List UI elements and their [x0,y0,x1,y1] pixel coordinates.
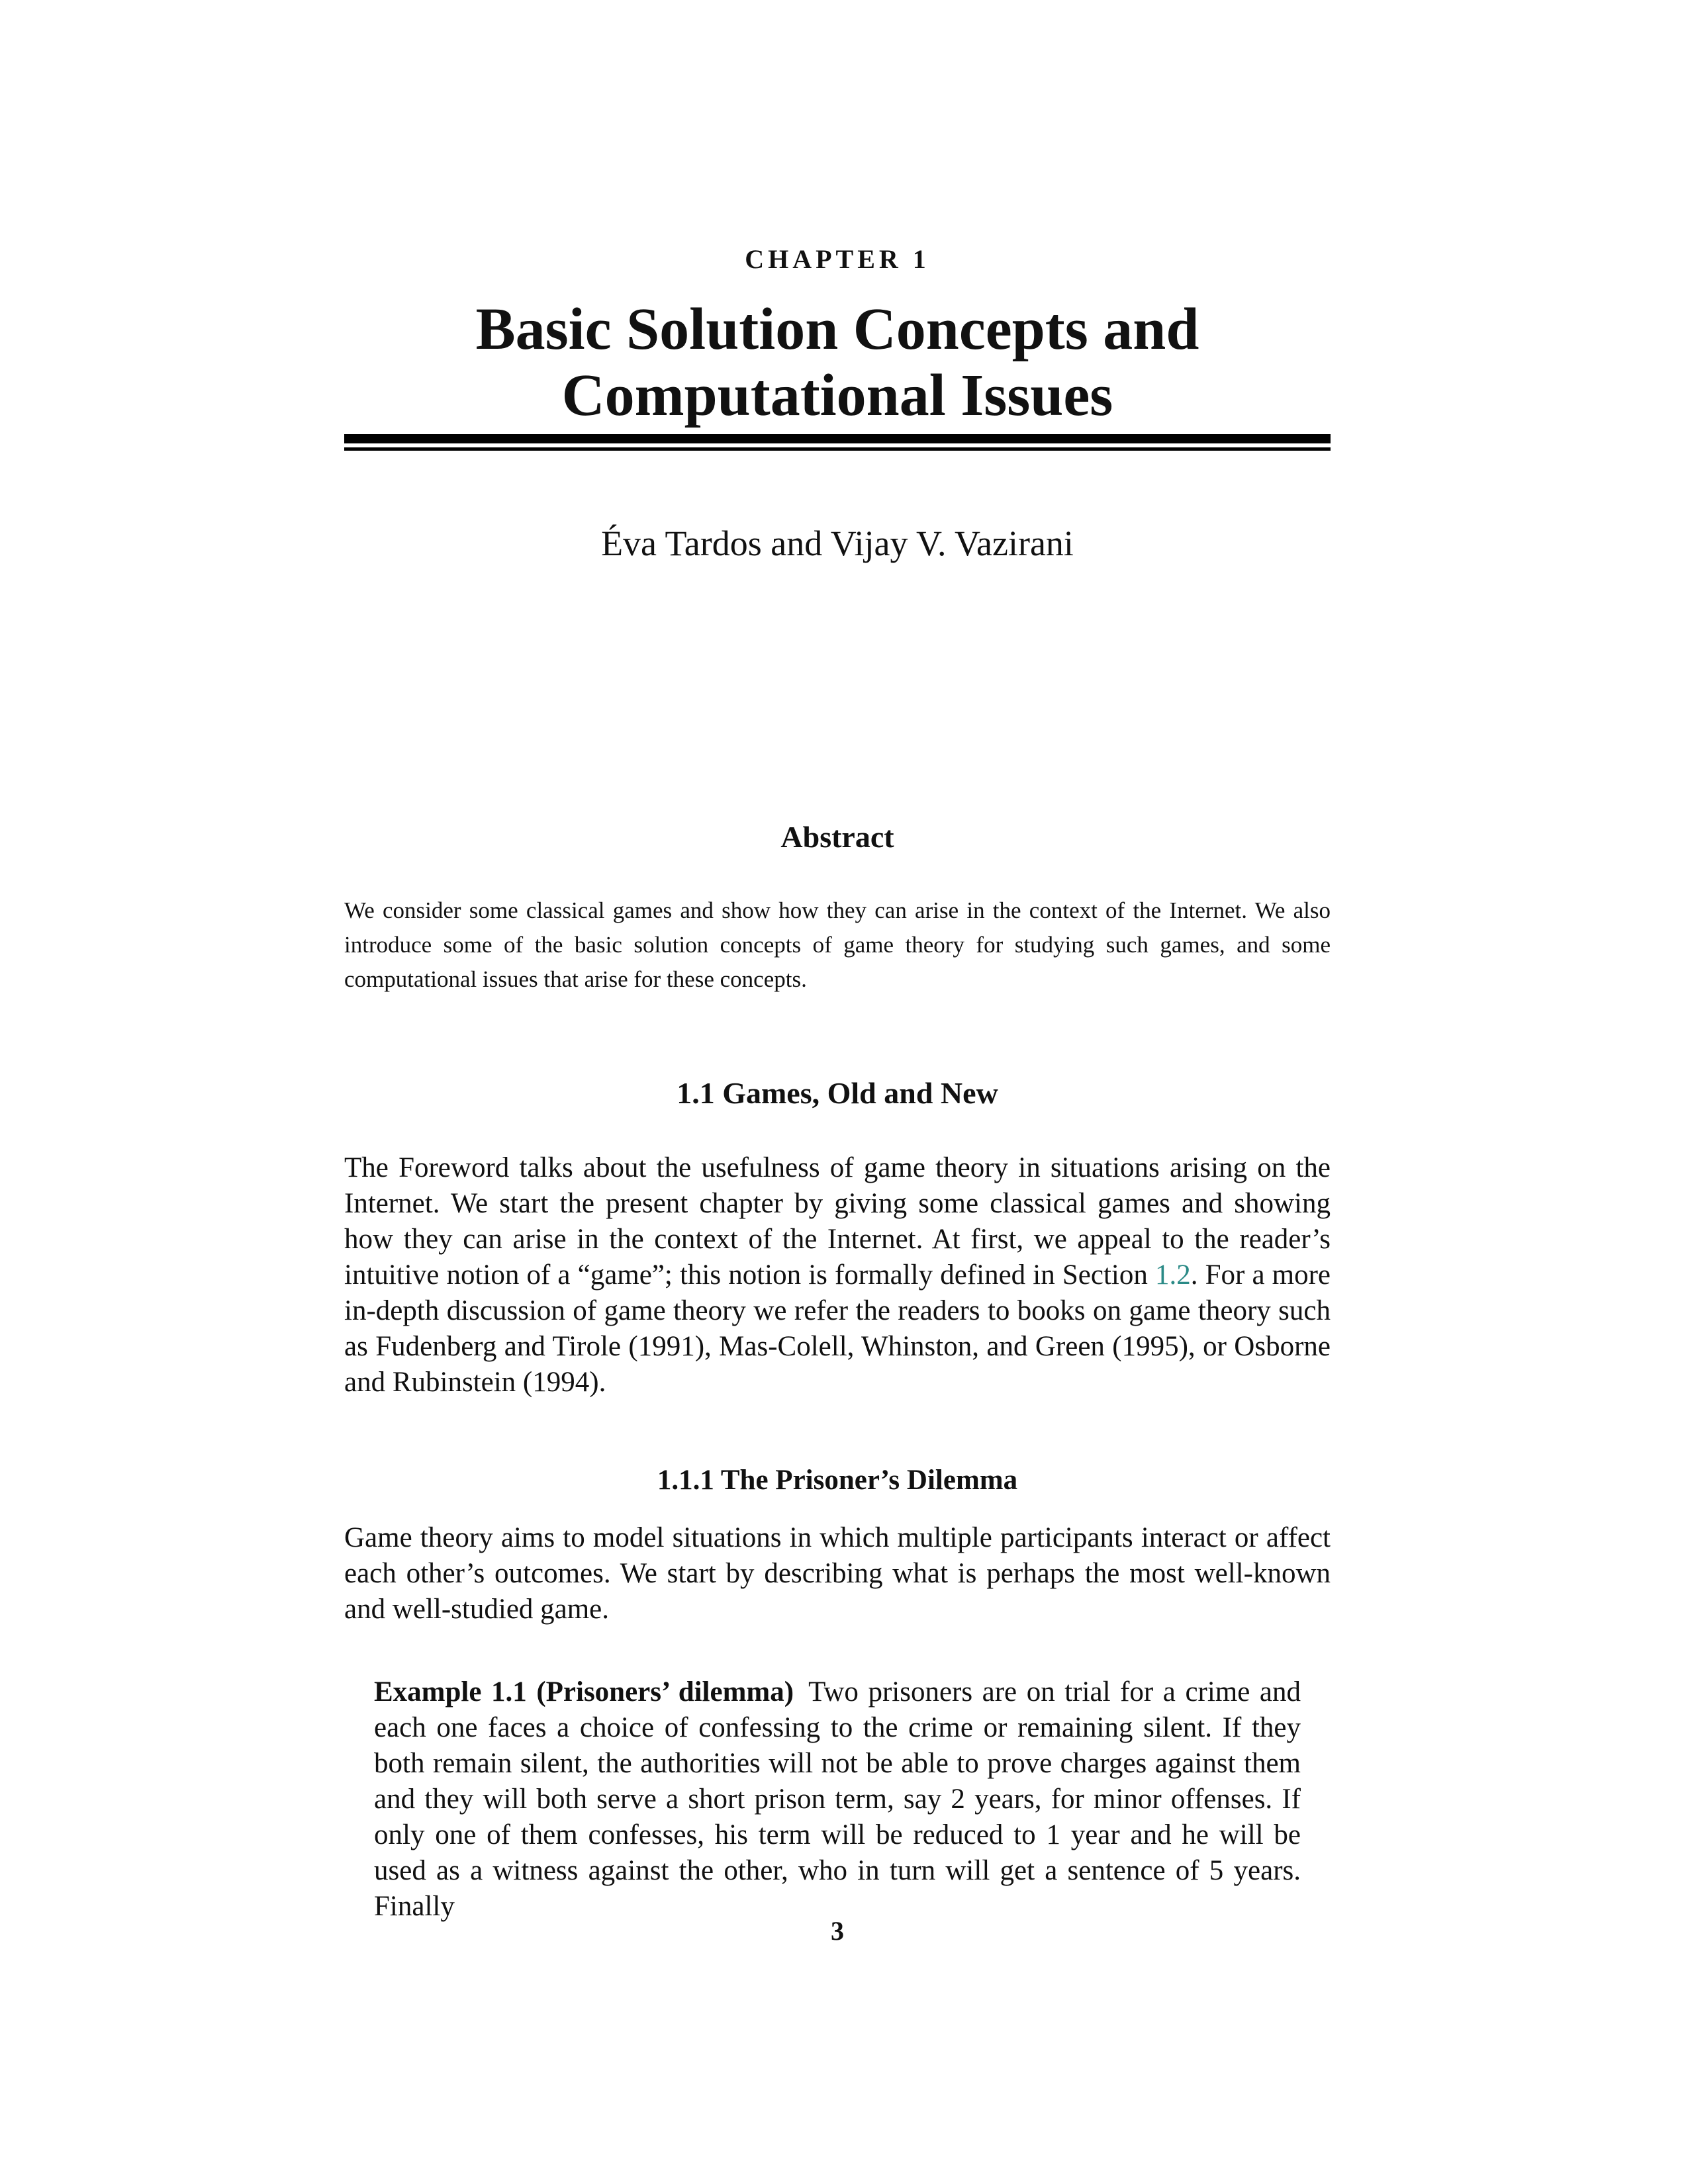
chapter-label: CHAPTER 1 [745,244,930,274]
section-body-part-1: The Foreword talks about the usefulness of game theory in situations arising on the Internet. We start the present chapter by giving some classical games and showing how they can arise in the context of the Internet. At first, we appeal to the reader’s intuitive notion of a “game”; this notion is formally defined in Section [344,1152,1331,1291]
chapter-title [344,296,1331,429]
chapter-title-line-1: Basic Solution Concepts and [475,296,1199,362]
section-body-part-2: . For a more in-depth discussion of game theory we refer the readers to books on game theory such as Fudenberg and Tirole (1991), Mas-Colell, Whinston, and Green (1995), or Osborne and Rubinstein (1994). [344,1259,1331,1398]
section-body [344,1150,1331,1400]
example-body: Two prisoners are on trial for a crime and each one faces a choice of confessing to the crime or remaining silent. If they both remain silent, the authorities will not be able to prove charges against them and they will both serve a short prison term, say 2 years, for minor offenses. If only one of them confesses, his term will be reduced to 1 year and he will be used as a witness against the other, who in turn will get a sentence of 5 years. Finally [374,1676,1301,1922]
example-title: Example 1.1 (Prisoners’ dilemma) [374,1676,794,1707]
subsection-heading: 1.1.1 The Prisoner’s Dilemma [657,1465,1018,1496]
title-rule-thin [344,447,1331,451]
abstract-heading: Abstract [780,820,894,854]
chapter-authors: Éva Tardos and Vijay V. Vazirani [601,523,1074,563]
page-number: 3 [831,1916,844,1946]
subsection-body: Game theory aims to model situations in which multiple participants interact or affect each other’s outcomes. We start by describing what is perhaps the most well-known and well-studied game. [344,1522,1331,1625]
section-heading: 1.1 Games, Old and New [677,1076,998,1110]
section-ref-link[interactable]: 1.2 [1154,1259,1191,1291]
title-rule-thick [344,434,1331,443]
example-block [374,1674,1301,1925]
book-page [344,0,1331,2184]
chapter-title-line-2: Computational Issues [561,363,1113,428]
abstract-body: We consider some classical games and show how they can arise in the context of the Internet. We also introduce some of the basic solution concepts of game theory for studying such games, and some computational issues that arise for these concepts. [344,897,1331,992]
